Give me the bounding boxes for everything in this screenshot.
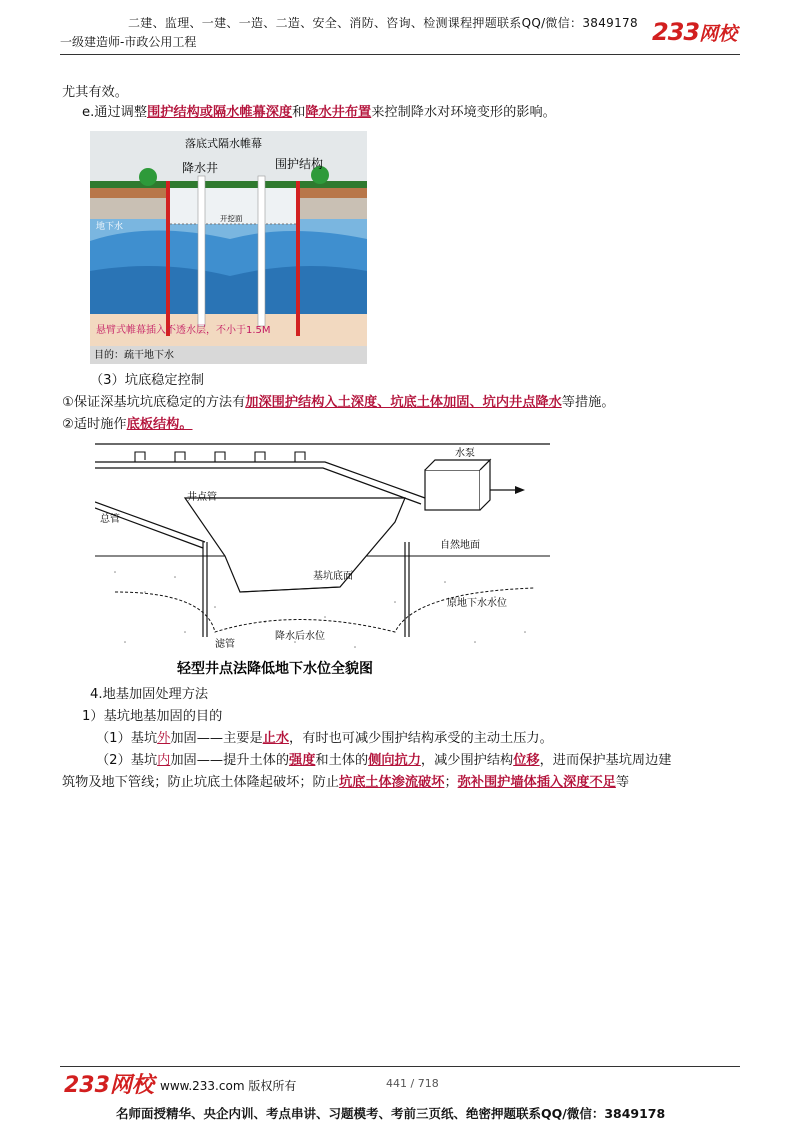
text-span: ，减少围护结构 bbox=[420, 753, 514, 768]
fig2-origwater-label: 原地下水水位 bbox=[447, 598, 507, 609]
text-line: 尤其有效。 bbox=[62, 85, 128, 100]
footer-copyright: www.233.com 版权所有 bbox=[160, 1079, 297, 1093]
fig1-wall-label: 围护结构 bbox=[275, 157, 324, 171]
highlight-text: 强度 bbox=[289, 753, 316, 768]
paragraph-1 bbox=[96, 729, 553, 749]
header-subject: 一级建造师-市政公用工程 bbox=[60, 35, 197, 49]
text-span: 筑物及地下管线；防止坑底土体隆起破坏；防止 bbox=[62, 775, 339, 790]
text-span: ，进而保护基坑周边建 bbox=[539, 753, 672, 768]
text-span: 来控制降水对环境变形的影响。 bbox=[371, 105, 556, 120]
curtain-diagram bbox=[90, 131, 367, 364]
header-courses: 二建、监理、一建、一造、二造、安全、消防、咨询、检测课程押题联系QQ/微信：3849178 bbox=[128, 16, 638, 30]
text-span: 加固——提升土体的 bbox=[170, 753, 290, 768]
highlight-text: 侧向抗力 bbox=[368, 753, 421, 768]
fig1-groundwater-label: 地下水 bbox=[96, 222, 124, 232]
paragraph-e bbox=[82, 103, 556, 123]
highlight-text: 围护结构或隔水帷幕深度 bbox=[147, 105, 293, 120]
fig2-lowered-label: 降水后水位 bbox=[275, 631, 325, 642]
footer-promo: 名师面授精华、央企内训、考点串讲、习题模考、考前三页纸、绝密押题联系QQ/微信：3849178 bbox=[116, 1106, 666, 1121]
fig2-pitbottom-label: 基坑底面 bbox=[313, 571, 353, 582]
fig2-wellpoint-label: 井点管 bbox=[187, 492, 217, 503]
text-span: （2）基坑 bbox=[96, 753, 158, 768]
highlight-text: 加深围护结构入土深度、坑底土体加固、坑内井点降水 bbox=[245, 395, 562, 410]
page-number: 441 / 718 bbox=[386, 1077, 439, 1090]
fig2-header-label: 总管 bbox=[100, 514, 120, 525]
text-span: 加固——主要是 bbox=[170, 731, 263, 746]
subsection-heading: 1）基坑地基加固的目的 bbox=[82, 709, 223, 724]
paragraph-2 bbox=[96, 751, 671, 771]
text-span: 和 bbox=[292, 105, 306, 120]
site-logo: 233网校 bbox=[652, 18, 738, 46]
highlight-text: 坑底土体渗流破坏 bbox=[338, 775, 445, 790]
text-span: （1）基坑 bbox=[96, 731, 158, 746]
paragraph-2-cont bbox=[62, 773, 629, 793]
header-divider bbox=[60, 54, 740, 55]
fig1-title: 落底式隔水帷幕 bbox=[185, 137, 262, 150]
highlight-text: 外 bbox=[157, 731, 171, 746]
fig2-ground-label: 自然地面 bbox=[440, 540, 480, 551]
fig1-well-label: 降水井 bbox=[182, 161, 219, 175]
highlight-text: 位移 bbox=[513, 753, 540, 768]
fig1-cantilever-label: 悬臂式帷幕插入不透水层，不小于1.5M bbox=[96, 325, 271, 336]
footer-divider bbox=[60, 1066, 740, 1067]
text-span: 等 bbox=[615, 775, 630, 790]
item-2 bbox=[62, 415, 193, 435]
fig2-caption: 轻型井点法降低地下水位全貌图 bbox=[177, 661, 373, 677]
text-span: ②适时施作 bbox=[62, 417, 127, 432]
text-span: ①保证深基坑坑底稳定的方法有 bbox=[62, 395, 246, 410]
highlight-text: 内 bbox=[157, 753, 171, 768]
text-span: 等措施。 bbox=[561, 395, 615, 410]
text-span: 和土体的 bbox=[315, 753, 369, 768]
fig2-filter-label: 滤管 bbox=[215, 639, 235, 650]
section-heading: 4.地基加固处理方法 bbox=[90, 687, 209, 702]
text-span: ，有时也可减少围护结构承受的主动土压力。 bbox=[289, 731, 553, 746]
highlight-text: 止水 bbox=[262, 731, 290, 746]
section-heading: （3）坑底稳定控制 bbox=[90, 373, 204, 388]
text-span: ； bbox=[444, 775, 458, 790]
highlight-text: 底板结构。 bbox=[126, 417, 193, 432]
wellpoint-diagram bbox=[95, 442, 550, 682]
highlight-text: 降水井布置 bbox=[305, 105, 372, 120]
fig1-purpose-label: 目的：疏干地下水 bbox=[94, 350, 174, 361]
item-1 bbox=[62, 393, 615, 413]
fig2-pump-label: 水泵 bbox=[455, 448, 475, 459]
footer-logo: 233网校 bbox=[64, 1073, 154, 1098]
highlight-text: 弥补围护墙体插入深度不足 bbox=[457, 775, 616, 790]
text-span: e.通过调整 bbox=[82, 105, 148, 120]
fig1-excavation-label: 开挖面 bbox=[220, 214, 243, 223]
